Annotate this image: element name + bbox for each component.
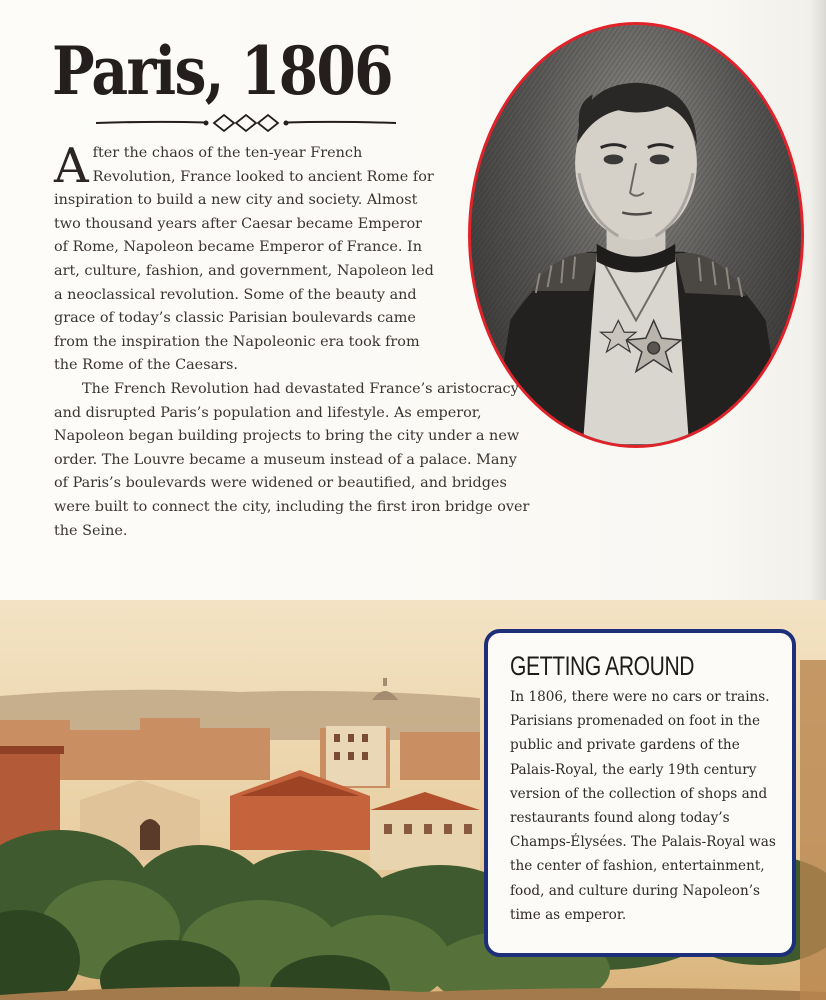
paragraph-2: The French Revolution had devastated France’s aristocracy and disrupted Paris’s population and lifestyle. As emperor, Napoleon began building projects to bring the city under a new order. The Louvre became a museum instead of a palace. Many of Paris’s boulevards were widened or beautified, and bridges were built to connect the city, including the first iron bridge over the Seine. <box>54 380 530 539</box>
portrait-engraving <box>471 25 801 445</box>
drop-cap: A <box>54 138 89 194</box>
sidebar-heading: GETTING AROUND <box>510 651 695 681</box>
page-title: Paris, 1806 <box>52 32 392 110</box>
getting-around-sidebar <box>484 629 796 957</box>
paragraph-1-text: fter the chaos of the ten-year French Revolution, France looked to ancient Rome for inspiration to build a new city and society. Almost two thousand years after Caesar became Emperor of Rome, Napoleon became Emperor of France. In art, culture, fashion, and government, Napoleon led a neoclassical revolution. Some of the beauty and grace of today’s classic Parisian boulevards came from the inspiration the Napoleonic era took from the Rome of the Caesars. <box>54 145 434 374</box>
sidebar-text: In 1806, there were no cars or trains. Parisians promenaded on foot in the public and private gardens of the Palais-Royal, the early 19th century version of the collection of shops and restaurants found along today’s Champs-Élysées. The Palais-Royal was the center of fashion, entertainment, food, and culture during Napoleon’s time as emperor. <box>510 689 776 923</box>
napoleon-portrait <box>468 22 804 448</box>
title-ornament <box>96 112 396 134</box>
paragraph-1 <box>54 138 436 378</box>
page-gutter-shadow <box>810 0 826 600</box>
